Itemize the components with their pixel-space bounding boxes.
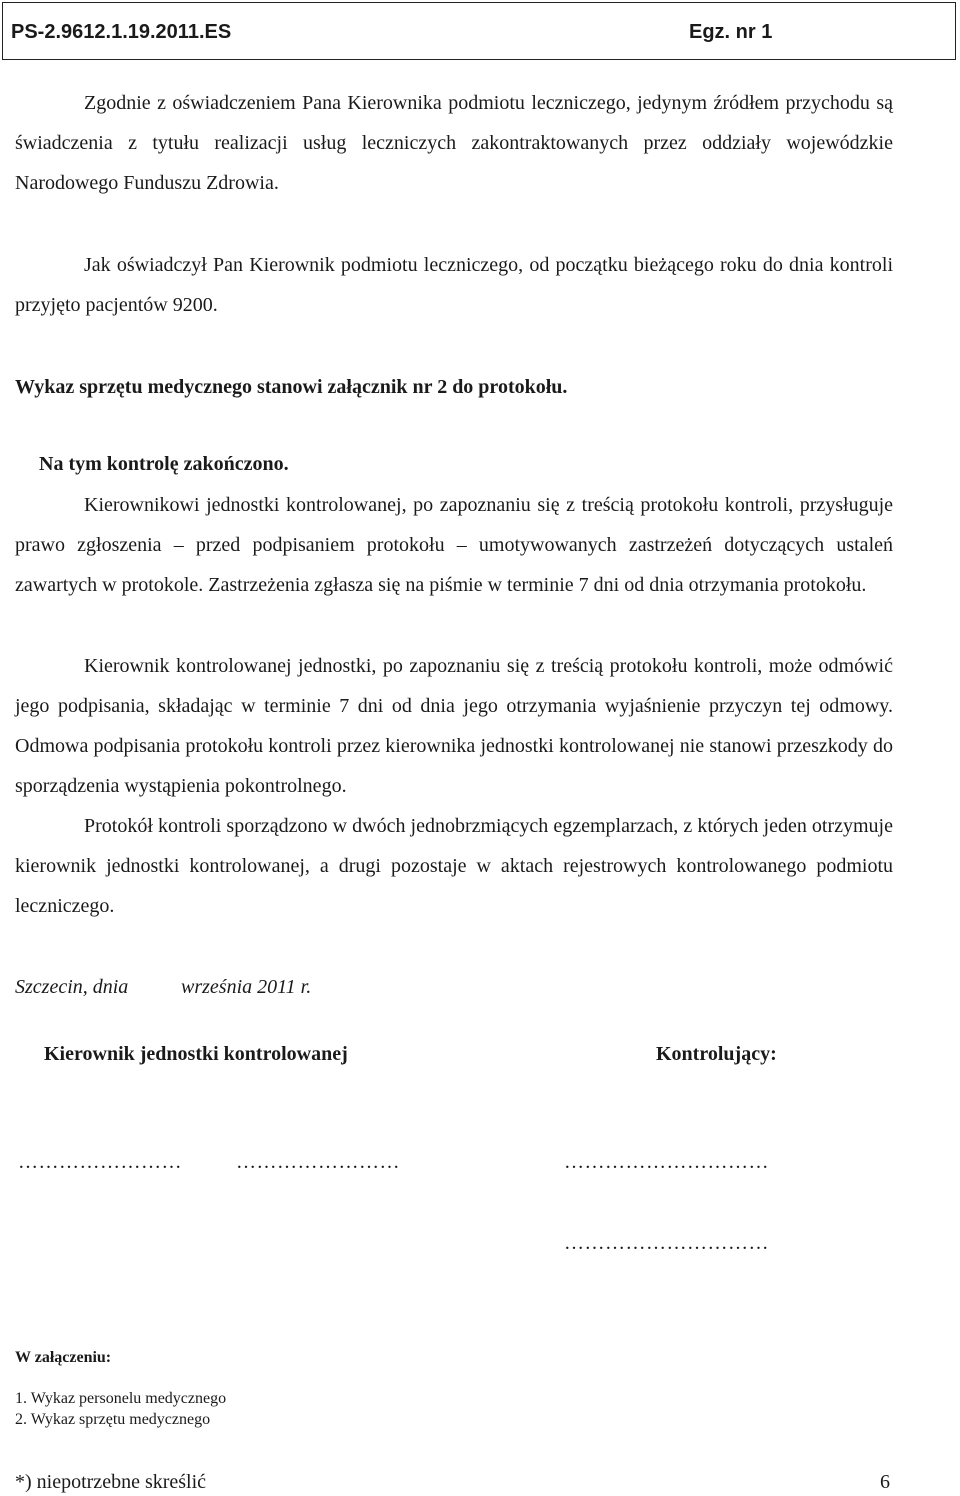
- place-label: Szczecin, dnia: [15, 976, 129, 998]
- attachment-item: 2. Wykaz sprzętu medycznego: [15, 1411, 211, 1428]
- paragraph-refusal-to-sign: Kierownik kontrolowanej jednostki, po zapoznaniu się z treścią protokołu kontroli, może odmówić jego podpisania, składając w terminie 7 dni od dnia jego otrzymania wyjaśnienie przyczyn tej odmowy. Odmowa podpisania protokołu kontroli przez kierownika jednostki kontrolowanej nie stanowi przeszkody do sporządzenia wystąpienia pokontrolnego.: [15, 655, 893, 797]
- signature-label-head: Kierownik jednostki kontrolowanej: [44, 1043, 348, 1065]
- attachments-heading: W załączeniu:: [15, 1349, 112, 1366]
- signature-line-head-2: ……………………: [236, 1151, 400, 1173]
- signature-line-head-1: ……………………: [18, 1151, 182, 1173]
- document-id: PS-2.9612.1.19.2011.ES: [11, 21, 232, 43]
- paragraph-copies: Protokół kontroli sporządzono w dwóch jednobrzmiących egzemplarzach, z których jeden otrzymuje kierownik jednostki kontrolowanej, a drugi pozostaje w aktach rejestrowych kontrolowanego podmiotu leczniczego.: [15, 815, 893, 917]
- equipment-annex-note: Wykaz sprzętu medycznego stanowi załącznik nr 2 do protokołu.: [15, 376, 568, 398]
- paragraph-objections-right: Kierownikowi jednostki kontrolowanej, po zapoznaniu się z treścią protokołu kontroli, przysługuje prawo zgłoszenia – przed podpisaniem protokołu – umotywowanych zastrzeżeń dotyczących ustaleń zawartych w protokole. Zastrzeżenia zgłasza się na piśmie w terminie 7 dni od dnia otrzymania protokołu.: [15, 494, 893, 596]
- signature-line-inspector-1: …………………………: [564, 1151, 769, 1173]
- date-value: września 2011 r.: [181, 976, 312, 998]
- signature-line-inspector-2: …………………………: [564, 1232, 769, 1254]
- signature-label-inspectors: Kontrolujący:: [656, 1043, 777, 1065]
- paragraph-patients-admitted: Jak oświadczył Pan Kierownik podmiotu leczniczego, od początku bieżącego roku do dnia kontroli przyjęto pacjentów 9200.: [15, 254, 893, 316]
- footnote: *) niepotrzebne skreślić: [15, 1471, 207, 1493]
- page-number: 6: [880, 1471, 890, 1493]
- copy-number: Egz. nr 1: [689, 21, 773, 43]
- paragraph-income-source: Zgodnie z oświadczeniem Pana Kierownika podmiotu leczniczego, jedynym źródłem przychodu są świadczenia z tytułu realizacji usług leczniczych zakontraktowanych przez oddziały wojewódzkie Narodowego Funduszu Zdrowia.: [15, 92, 893, 194]
- inspection-closing: Na tym kontrolę zakończono.: [39, 453, 289, 475]
- document-header: [2, 2, 956, 60]
- attachment-item: 1. Wykaz personelu medycznego: [15, 1390, 227, 1407]
